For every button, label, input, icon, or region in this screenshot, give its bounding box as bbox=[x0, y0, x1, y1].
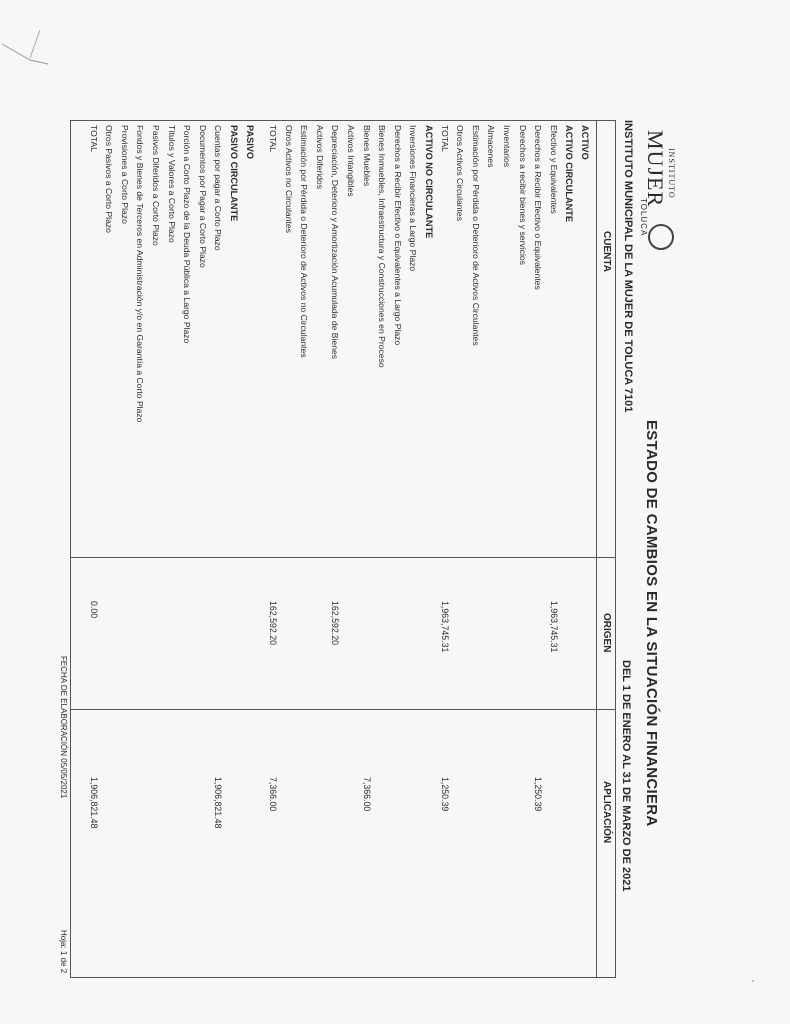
account-label: Inventarios bbox=[502, 125, 513, 168]
table-row bbox=[529, 125, 545, 975]
table-row bbox=[560, 125, 576, 975]
table-row bbox=[326, 125, 342, 975]
account-label: Inversiones Financieras a Largo Plazo bbox=[408, 125, 419, 272]
account-label: ACTIVO NO CIRCULANTE bbox=[424, 125, 435, 239]
account-label: Pasivos Diferidos a Corto Plazo bbox=[150, 125, 161, 246]
account-label: Activos Intangibles bbox=[346, 125, 357, 197]
account-label: Activos Diferidos bbox=[314, 125, 325, 189]
account-label: Depreciación, Deterioro y Amortización Acumulada de Bienes bbox=[330, 125, 341, 360]
table-row bbox=[162, 125, 178, 975]
table-row bbox=[84, 125, 100, 975]
origen-value: 162,592.20 bbox=[330, 601, 341, 646]
table-row bbox=[209, 125, 225, 975]
account-label: Porción a Corto Plazo de la Deuda Pública a Largo Plazo bbox=[182, 125, 193, 344]
account-label: Títulos y Valores a Corto Plazo bbox=[166, 125, 177, 243]
table-row bbox=[497, 125, 513, 975]
aplicacion-value: 1,250.39 bbox=[533, 777, 544, 812]
table-row bbox=[240, 125, 256, 975]
city-seal-icon bbox=[648, 224, 674, 250]
origen-value: 0.00 bbox=[88, 601, 99, 619]
table-row bbox=[451, 125, 467, 975]
column-header-cuenta: CUENTA bbox=[601, 231, 612, 272]
table-row bbox=[146, 125, 162, 975]
table-row bbox=[115, 125, 131, 975]
aplicacion-value: 7,366.00 bbox=[268, 777, 279, 812]
account-label: ACTIVO CIRCULANTE bbox=[564, 125, 575, 222]
logo-city-text: TOLUCA bbox=[639, 198, 648, 237]
table-row bbox=[419, 125, 435, 975]
scan-speck bbox=[752, 980, 754, 982]
account-label: Otros Activos Circulantes bbox=[455, 125, 466, 221]
account-label: Derechos a recibir bienes y servicios bbox=[517, 125, 528, 265]
aplicacion-value: 1,250.39 bbox=[439, 777, 450, 812]
report-period: DEL 1 DE ENERO AL 31 DE MARZO DE 2021 bbox=[620, 660, 632, 892]
account-label: Provisiones a Corto Plazo bbox=[119, 125, 130, 224]
account-label: Fondos y Bienes de Terceros en Administración y/o en Garantía a Corto Plazo bbox=[135, 125, 146, 423]
account-label: TOTAL bbox=[439, 125, 450, 152]
scan-artifact-mark bbox=[0, 0, 60, 80]
origen-value: 1,963,745.31 bbox=[439, 601, 450, 653]
account-label: Derechos a Recibir Efectivo o Equivalentes a Largo Plazo bbox=[392, 125, 403, 346]
table-row bbox=[388, 125, 404, 975]
institution-name: INSTITUTO MUNICIPAL DE LA MUJER DE TOLUCA 7101 bbox=[622, 120, 634, 413]
table-row bbox=[357, 125, 373, 975]
column-header-aplicacion: APLICACIÓN bbox=[601, 781, 612, 844]
account-label: PASIVO CIRCULANTE bbox=[228, 125, 239, 222]
logo-institute-text: INSTITUTO bbox=[667, 148, 676, 199]
table-row bbox=[575, 125, 591, 975]
account-label: Estimación por Pérdida o Deterioro de Activos Circulantes bbox=[470, 125, 481, 346]
aplicacion-value: 7,366.00 bbox=[361, 777, 372, 812]
account-label: Otros Activos no Circulantes bbox=[283, 125, 294, 233]
report-title: ESTADO DE CAMBIOS EN LA SITUACIÓN FINANCIERA bbox=[643, 420, 660, 827]
table-row bbox=[100, 125, 116, 975]
account-label: Cuentas por pagar a Corto Plazo bbox=[213, 125, 224, 251]
table-row bbox=[224, 125, 240, 975]
origen-value: 1,963,745.31 bbox=[548, 601, 559, 653]
aplicacion-value: 1,906,821.48 bbox=[213, 777, 224, 829]
table-row bbox=[404, 125, 420, 975]
table-row bbox=[435, 125, 451, 975]
column-header-origen: ORIGEN bbox=[601, 613, 612, 653]
account-label: Documentos por Pagar a Corto Plazo bbox=[197, 125, 208, 268]
page-number: Hoja: 1 de 2 bbox=[59, 930, 68, 974]
account-label: PASIVO bbox=[244, 125, 255, 160]
account-label: TOTAL bbox=[88, 125, 99, 152]
account-label: ACTIVO bbox=[580, 125, 590, 160]
aplicacion-value: 1,906,821.48 bbox=[88, 777, 99, 829]
table-row bbox=[466, 125, 482, 975]
account-label: Estimación por Pérdida o Deterioro de Activos no Circulantes bbox=[299, 125, 310, 358]
account-label: Derechos a Recibir Efectivo o Equivalentes bbox=[533, 125, 544, 290]
table-row bbox=[310, 125, 326, 975]
account-label: Bienes Muebles bbox=[361, 125, 372, 187]
row-spacer bbox=[256, 125, 264, 975]
account-label: TOTAL bbox=[268, 125, 279, 152]
statement-table bbox=[70, 120, 616, 978]
table-row bbox=[131, 125, 147, 975]
table-body bbox=[84, 125, 591, 975]
table-row bbox=[193, 125, 209, 975]
table-row bbox=[544, 125, 560, 975]
table-row bbox=[178, 125, 194, 975]
table-row bbox=[342, 125, 358, 975]
account-label: Bienes Inmuebles, Infraestructura y Construcciones en Proceso bbox=[377, 125, 388, 368]
account-label: Otros Pasivos a Corto Plazo bbox=[104, 125, 115, 233]
account-label: Efectivo y Equivalentes bbox=[548, 125, 559, 214]
elaboration-date: FECHA DE ELABORACIÓN 05/05/2021 bbox=[59, 656, 68, 799]
table-header bbox=[596, 121, 615, 977]
table-row bbox=[513, 125, 529, 975]
account-label: Almacenes bbox=[486, 125, 497, 168]
origen-value: 162,592.20 bbox=[268, 601, 279, 646]
logo-mujer-text: MUJER bbox=[643, 130, 668, 208]
table-row bbox=[482, 125, 498, 975]
table-row bbox=[373, 125, 389, 975]
table-row bbox=[295, 125, 311, 975]
table-row bbox=[264, 125, 280, 975]
document-sheet bbox=[59, 120, 676, 1020]
table-row bbox=[279, 125, 295, 975]
